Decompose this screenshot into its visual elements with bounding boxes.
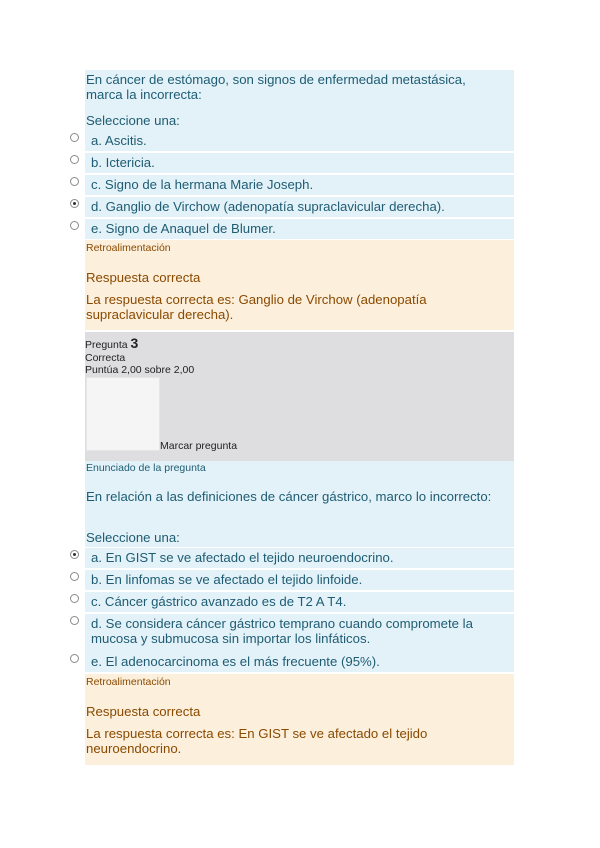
flag-question-link[interactable]: Marcar pregunta	[160, 440, 238, 452]
option-label: d. Ganglio de Virchow (adenopatía supraclavicular derecha).	[91, 199, 445, 214]
feedback-status: Respuesta correcta	[86, 704, 201, 719]
q2-select-prompt: Seleccione una:	[86, 113, 180, 128]
q3-option-c[interactable]	[66, 592, 514, 612]
q2-option-d[interactable]	[66, 197, 514, 217]
question-label: Pregunta	[85, 339, 128, 351]
q2-formulation	[85, 70, 514, 132]
q3-formulation	[85, 461, 514, 547]
q3-select-prompt: Seleccione una:	[86, 530, 180, 545]
radio-button[interactable]	[70, 654, 79, 663]
statement-heading: Enunciado de la pregunta	[86, 462, 206, 474]
q3-option-b[interactable]	[66, 570, 514, 590]
radio-button[interactable]	[70, 221, 79, 230]
option-label: b. Ictericia.	[91, 155, 155, 170]
option-label: a. En GIST se ve afectado el tejido neuroendocrino.	[91, 550, 394, 565]
radio-button[interactable]	[70, 155, 79, 164]
radio-button-selected[interactable]	[70, 199, 79, 208]
q3-option-e[interactable]	[66, 652, 514, 672]
feedback-status: Respuesta correcta	[86, 270, 201, 285]
option-label: c. Cáncer gástrico avanzado es de T2 A T4.	[91, 594, 347, 609]
option-label: a. Ascitis.	[91, 133, 147, 148]
feedback-correct-answer: La respuesta correcta es: En GIST se ve afectado el tejido neuroendocrino.	[86, 726, 428, 756]
q3-number-line	[85, 335, 138, 351]
radio-button[interactable]	[70, 133, 79, 142]
q2-option-b[interactable]	[66, 153, 514, 173]
radio-button[interactable]	[70, 177, 79, 186]
option-label: e. El adenocarcinoma es el más frecuente (95%).	[91, 654, 380, 669]
q2-option-c[interactable]	[66, 175, 514, 195]
option-label: c. Signo de la hermana Marie Joseph.	[91, 177, 314, 192]
q2-feedback	[85, 240, 514, 330]
radio-button[interactable]	[70, 572, 79, 581]
feedback-correct-answer: La respuesta correcta es: Ganglio de Virchow (adenopatía supraclavicular derecha).	[86, 292, 427, 322]
q2-question-text: En cáncer de estómago, son signos de enfermedad metastásica, marca la incorrecta:	[86, 72, 466, 102]
question-number: 3	[130, 335, 139, 351]
q2-option-e[interactable]	[66, 219, 514, 239]
feedback-heading: Retroalimentación	[86, 676, 171, 688]
radio-button[interactable]	[70, 616, 79, 625]
q3-question-text: En relación a las definiciones de cáncer gástrico, marco lo incorrecto:	[86, 489, 492, 504]
flag-icon[interactable]	[86, 377, 160, 451]
radio-button[interactable]	[70, 594, 79, 603]
q3-feedback	[85, 674, 514, 765]
q3-option-d[interactable]	[66, 614, 514, 652]
option-label: e. Signo de Anaquel de Blumer.	[91, 221, 276, 236]
option-label: b. En linfomas se ve afectado el tejido linfoide.	[91, 572, 363, 587]
option-label: d. Se considera cáncer gástrico temprano cuando compromete la mucosa y submucosa sin importar los linfáticos.	[91, 616, 473, 646]
q2-option-a[interactable]	[66, 131, 514, 151]
question-state: Correcta	[85, 352, 126, 364]
radio-button-selected[interactable]	[70, 550, 79, 559]
question-grade: Puntúa 2,00 sobre 2,00	[85, 364, 195, 376]
feedback-heading: Retroalimentación	[86, 242, 171, 254]
q3-option-a[interactable]	[66, 548, 514, 568]
